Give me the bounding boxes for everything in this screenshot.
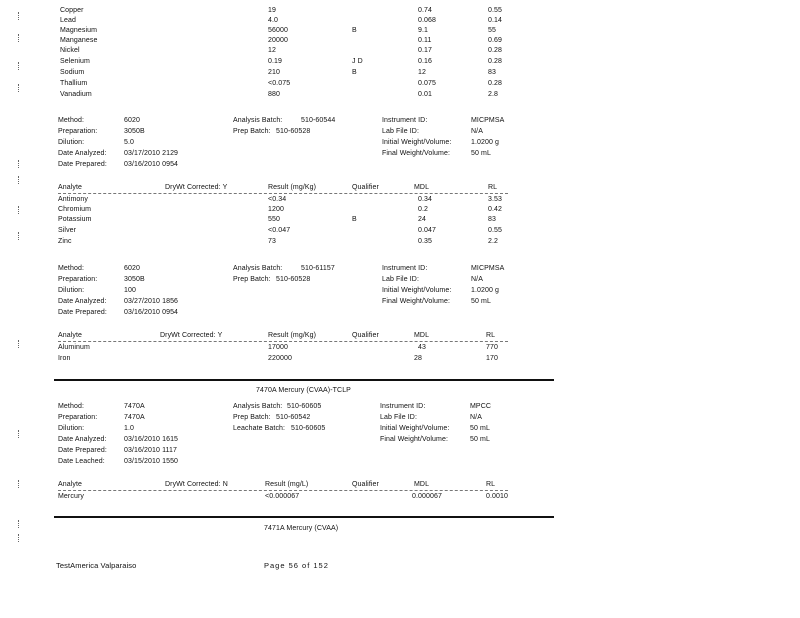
result-cell: 12 <box>268 47 276 54</box>
analysis-batch-value: 510-60605 <box>287 403 322 410</box>
mdl-cell: 24 <box>418 216 426 223</box>
col-header-mdl: MDL <box>414 184 430 191</box>
mdl-cell: 0.2 <box>418 206 429 213</box>
prep-batch-label: Prep Batch: <box>233 414 271 421</box>
initial-weight-value: 1.0200 g <box>471 139 500 146</box>
result-cell: 880 <box>268 91 280 98</box>
col-header-rl: RL <box>488 184 498 191</box>
final-weight-value: 50 mL <box>471 298 491 305</box>
rl-cell: 55 <box>488 27 496 34</box>
date-analyzed-value: 03/27/2010 1856 <box>124 298 179 305</box>
margin-mark <box>18 340 20 348</box>
analysis-batch-label: Analysis Batch: <box>233 117 283 124</box>
rl-cell: 83 <box>488 216 496 223</box>
analyte-cell: Manganese <box>60 37 98 44</box>
analyte-cell: Silver <box>58 227 77 234</box>
lab-file-value: N/A <box>471 276 483 283</box>
result-cell: <0.34 <box>268 196 287 203</box>
date-prepared-value: 03/16/2010 0954 <box>124 161 179 168</box>
result-cell: 0.19 <box>268 58 283 65</box>
result-cell: 17000 <box>268 344 288 351</box>
prep-label: Preparation: <box>58 128 98 135</box>
lab-file-label: Lab File ID: <box>382 276 419 283</box>
analysis-batch-label: Analysis Batch: <box>233 403 283 410</box>
next-section-title: 7471A Mercury (CVAA) <box>264 525 339 532</box>
mdl-cell: 0.34 <box>418 196 433 203</box>
margin-mark <box>18 160 20 168</box>
qualifier-cell: J D <box>352 58 363 65</box>
lab-file-label: Lab File ID: <box>380 414 417 421</box>
margin-mark <box>18 480 20 488</box>
dilution-label: Dilution: <box>58 425 85 432</box>
margin-mark <box>18 12 20 20</box>
col-header-qualifier: Qualifier <box>352 481 379 488</box>
section-rule <box>54 379 554 381</box>
dilution-value: 100 <box>124 287 136 294</box>
mdl-cell: 0.01 <box>418 91 433 98</box>
col-header-drywt: DryWt Corrected: Y <box>160 332 223 339</box>
instrument-label: Instrument ID: <box>382 265 428 272</box>
dilution-label: Dilution: <box>58 139 85 146</box>
result-cell: 1200 <box>268 206 284 213</box>
mdl-cell: 0.047 <box>418 227 437 234</box>
date-leached-value: 03/15/2010 1550 <box>124 458 179 465</box>
analyte-cell: Vanadium <box>60 91 92 98</box>
date-analyzed-label: Date Analyzed: <box>58 298 107 305</box>
margin-mark <box>18 534 20 542</box>
instrument-label: Instrument ID: <box>380 403 426 410</box>
prep-value: 3050B <box>124 128 145 135</box>
prep-batch-label: Prep Batch: <box>233 276 271 283</box>
col-header-drywt: DryWt Corrected: N <box>165 481 228 488</box>
margin-mark <box>18 206 20 214</box>
mdl-cell: 0.000067 <box>412 493 442 500</box>
analyte-cell: Lead <box>60 17 76 24</box>
final-weight-label: Final Weight/Volume: <box>382 150 451 157</box>
prep-batch-value: 510-60528 <box>276 128 311 135</box>
mdl-cell: 0.068 <box>418 17 437 24</box>
qualifier-cell: B <box>352 216 357 223</box>
margin-mark <box>18 84 20 92</box>
mdl-cell: 0.16 <box>418 58 433 65</box>
method-value: 6020 <box>124 265 140 272</box>
rl-cell: 2.8 <box>488 91 499 98</box>
initial-weight-label: Initial Weight/Volume: <box>380 425 450 432</box>
analyte-cell: Zinc <box>58 238 72 245</box>
initial-weight-label: Initial Weight/Volume: <box>382 287 452 294</box>
mdl-cell: 0.11 <box>418 37 432 44</box>
method-label: Method: <box>58 117 84 124</box>
dilution-label: Dilution: <box>58 287 85 294</box>
col-header-analyte: Analyte <box>58 332 83 339</box>
analysis-batch-value: 510-60544 <box>301 117 336 124</box>
result-cell: 73 <box>268 238 276 245</box>
final-weight-label: Final Weight/Volume: <box>382 298 451 305</box>
section-title: 7470A Mercury (CVAA)-TCLP <box>256 387 351 394</box>
prep-batch-label: Prep Batch: <box>233 128 271 135</box>
date-analyzed-value: 03/17/2010 2129 <box>124 150 179 157</box>
final-weight-value: 50 mL <box>470 436 490 443</box>
col-header-qualifier: Qualifier <box>352 332 379 339</box>
result-cell: 210 <box>268 69 280 76</box>
result-cell: 220000 <box>268 355 292 362</box>
instrument-value: MICPMSA <box>471 265 505 272</box>
prep-value: 3050B <box>124 276 145 283</box>
mdl-cell: 12 <box>418 69 426 76</box>
initial-weight-value: 1.0200 g <box>471 287 500 294</box>
analyte-cell: Aluminum <box>58 344 90 351</box>
lab-file-value: N/A <box>470 414 482 421</box>
margin-mark <box>18 62 20 70</box>
mdl-cell: 0.74 <box>418 7 433 14</box>
header-underline <box>58 193 508 194</box>
dilution-value: 5.0 <box>124 139 135 146</box>
col-header-analyte: Analyte <box>58 481 83 488</box>
col-header-mdl: MDL <box>414 332 430 339</box>
analyte-cell: Potassium <box>58 216 92 223</box>
rl-cell: 0.28 <box>488 80 503 87</box>
mdl-cell: 0.17 <box>418 47 433 54</box>
analyte-cell: Copper <box>60 7 84 14</box>
margin-mark <box>18 430 20 438</box>
footer-lab-name: TestAmerica Valparaiso <box>56 561 137 570</box>
rl-cell: 0.28 <box>488 58 503 65</box>
analysis-batch-value: 510-61157 <box>301 265 335 272</box>
date-prepared-label: Date Prepared: <box>58 161 107 168</box>
section-rule <box>54 516 554 518</box>
prep-batch-value: 510-60528 <box>276 276 311 283</box>
instrument-value: MPCC <box>470 403 492 410</box>
margin-mark <box>18 520 20 528</box>
rl-cell: 83 <box>488 69 496 76</box>
footer-page-number: Page 56 of 152 <box>264 561 329 570</box>
rl-cell: 170 <box>486 355 498 362</box>
initial-weight-value: 50 mL <box>470 425 490 432</box>
rl-cell: 0.14 <box>488 17 503 24</box>
result-cell: 550 <box>268 216 280 223</box>
result-cell: <0.047 <box>268 227 291 234</box>
date-analyzed-label: Date Analyzed: <box>58 150 107 157</box>
rl-cell: 0.42 <box>488 206 503 213</box>
mdl-cell: 28 <box>414 355 422 362</box>
final-weight-label: Final Weight/Volume: <box>380 436 449 443</box>
mdl-cell: 9.1 <box>418 27 429 34</box>
analysis-batch-label: Analysis Batch: <box>233 265 283 272</box>
date-prepared-value: 03/16/2010 0954 <box>124 309 179 316</box>
leachate-batch-label: Leachate Batch: <box>233 425 286 432</box>
col-header-rl: RL <box>486 481 496 488</box>
result-cell: <0.075 <box>268 80 291 87</box>
prep-label: Preparation: <box>58 414 98 421</box>
col-header-drywt: DryWt Corrected: Y <box>165 184 228 191</box>
final-weight-value: 50 mL <box>471 150 491 157</box>
rl-cell: 0.55 <box>488 227 503 234</box>
instrument-value: MICPMSA <box>471 117 505 124</box>
rl-cell: 0.69 <box>488 37 503 44</box>
analyte-cell: Nickel <box>60 47 80 54</box>
analyte-cell: Chromium <box>58 206 92 213</box>
method-value: 6020 <box>124 117 140 124</box>
col-header-rl: RL <box>486 332 496 339</box>
rl-cell: 0.0010 <box>486 493 509 500</box>
prep-value: 7470A <box>124 414 145 421</box>
margin-mark <box>18 34 20 42</box>
rl-cell: 770 <box>486 344 498 351</box>
method-value: 7470A <box>124 403 145 410</box>
header-underline <box>58 490 508 491</box>
qualifier-cell: B <box>352 27 357 34</box>
qualifier-cell: B <box>352 69 357 76</box>
analyte-cell: Thallium <box>60 80 88 87</box>
analyte-cell: Mercury <box>58 493 84 500</box>
col-header-result: Result (mg/L) <box>265 481 309 488</box>
col-header-result: Result (mg/Kg) <box>268 332 317 339</box>
date-prepared-label: Date Prepared: <box>58 309 107 316</box>
result-cell: 4.0 <box>268 17 279 24</box>
dilution-value: 1.0 <box>124 425 135 432</box>
result-cell: 56000 <box>268 27 288 34</box>
analyte-cell: Antimony <box>58 196 88 203</box>
col-header-qualifier: Qualifier <box>352 184 379 191</box>
analyte-cell: Magnesium <box>60 27 98 34</box>
analyte-cell: Selenium <box>60 58 90 65</box>
col-header-result: Result (mg/Kg) <box>268 184 317 191</box>
leachate-batch-value: 510-60605 <box>291 425 326 432</box>
date-prepared-label: Date Prepared: <box>58 447 107 454</box>
col-header-analyte: Analyte <box>58 184 83 191</box>
date-analyzed-label: Date Analyzed: <box>58 436 107 443</box>
date-analyzed-value: 03/16/2010 1615 <box>124 436 179 443</box>
result-cell: 20000 <box>268 37 288 44</box>
rl-cell: 2.2 <box>488 238 499 245</box>
margin-mark <box>18 176 20 184</box>
rl-cell: 0.55 <box>488 7 503 14</box>
lab-file-label: Lab File ID: <box>382 128 419 135</box>
lab-file-value: N/A <box>471 128 483 135</box>
rl-cell: 0.28 <box>488 47 503 54</box>
margin-mark <box>18 232 20 240</box>
mdl-cell: 43 <box>418 344 426 351</box>
initial-weight-label: Initial Weight/Volume: <box>382 139 452 146</box>
date-prepared-value: 03/16/2010 1117 <box>124 447 178 454</box>
method-label: Method: <box>58 403 84 410</box>
col-header-mdl: MDL <box>414 481 430 488</box>
prep-label: Preparation: <box>58 276 98 283</box>
analyte-cell: Sodium <box>60 69 85 76</box>
mdl-cell: 0.35 <box>418 238 433 245</box>
result-cell: 19 <box>268 7 276 14</box>
rl-cell: 3.53 <box>488 196 503 203</box>
instrument-label: Instrument ID: <box>382 117 428 124</box>
header-underline <box>58 341 508 342</box>
analyte-cell: Iron <box>58 355 71 362</box>
prep-batch-value: 510-60542 <box>276 414 311 421</box>
mdl-cell: 0.075 <box>418 80 437 87</box>
method-label: Method: <box>58 265 84 272</box>
result-cell: <0.000067 <box>265 493 300 500</box>
date-leached-label: Date Leached: <box>58 458 105 465</box>
